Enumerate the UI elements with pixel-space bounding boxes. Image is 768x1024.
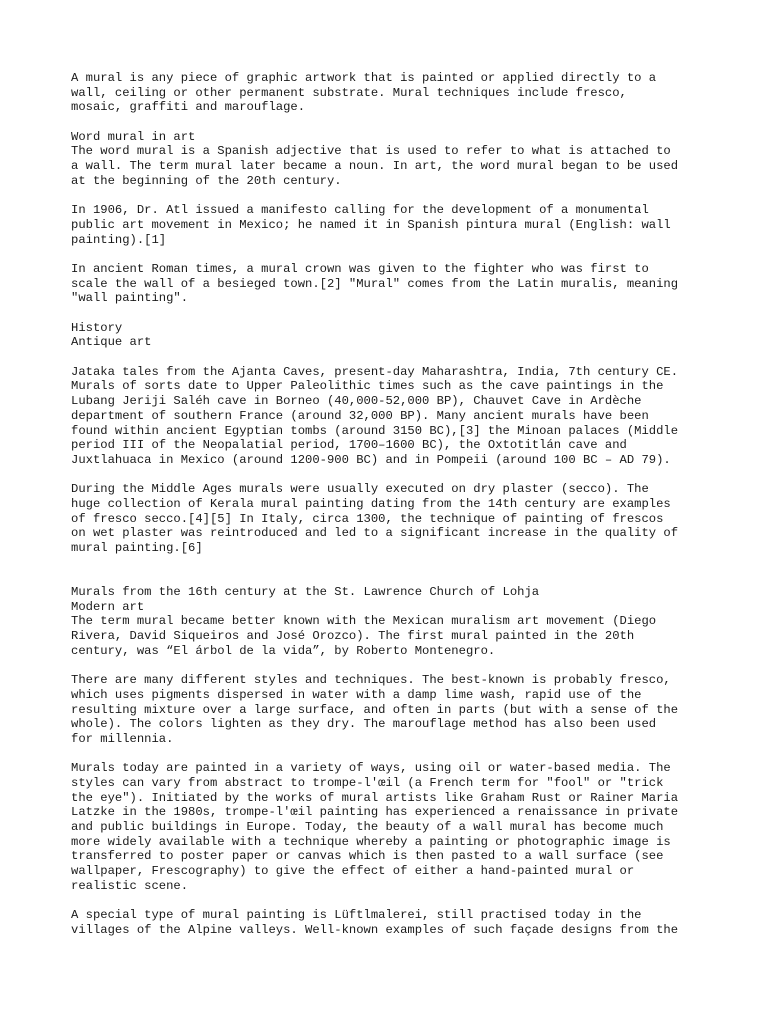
text-line: wall, ceiling or other permanent substrate. Mural techniques include fresco,	[71, 85, 627, 100]
text-line: wallpaper, Frescography) to give the effect of either a hand-painted mural or	[71, 864, 635, 879]
paragraph	[71, 262, 711, 306]
text-line: more widely available with a technique whereby a painting or photographic image is	[71, 834, 671, 849]
text-line: Murals of sorts date to Upper Paleolithic times such as the cave paintings in the	[71, 379, 664, 394]
paragraph	[71, 761, 711, 893]
text-line: Modern art	[71, 599, 145, 614]
paragraph	[71, 673, 711, 746]
text-line: and public buildings in Europe. Today, the beauty of a wall mural has become much	[71, 820, 664, 835]
text-line: on wet plaster was reintroduced and led to a significant increase in the quality of	[71, 526, 679, 541]
paragraph	[71, 365, 711, 468]
text-line: public art movement in Mexico; he named it in Spanish pintura mural (English: wall	[71, 217, 671, 232]
text-line: During the Middle Ages murals were usually executed on dry plaster (secco). The	[71, 482, 649, 497]
text-line: scale the wall of a besieged town.[2] "Mural" comes from the Latin muralis, meaning	[71, 276, 679, 291]
text-line: Murals today are painted in a variety of ways, using oil or water-based media. The	[71, 761, 671, 776]
text-line: found within ancient Egyptian tombs (around 3150 BC),[3] the Minoan palaces (Middle	[71, 423, 679, 438]
text-line: The term mural became better known with the Mexican muralism art movement (Diego	[71, 614, 657, 629]
text-line: period III of the Neopalatial period, 1700–1600 BC), the Oxtotitlán cave and	[71, 438, 627, 453]
text-line: In 1906, Dr. Atl issued a manifesto calling for the development of a monumental	[71, 203, 649, 218]
text-line: realistic scene.	[71, 878, 189, 893]
text-line: century, was “El árbol de la vida”, by Roberto Montenegro.	[71, 643, 496, 658]
text-line: which uses pigments dispersed in water with a damp lime wash, rapid use of the	[71, 687, 642, 702]
text-line: History	[71, 320, 123, 335]
paragraph	[71, 203, 711, 247]
text-line: A special type of mural painting is Lüftlmalerei, still practised today in the	[71, 908, 642, 923]
text-line: The word mural is a Spanish adjective that is used to refer to what is attached to	[71, 144, 671, 159]
text-line: resulting mixture over a large surface, and often in parts (but with a sense of the	[71, 702, 679, 717]
text-line: Latzke in the 1980s, trompe-l'œil painting has experienced a renaissance in private	[71, 805, 679, 820]
paragraph	[71, 71, 711, 115]
text-line: Murals from the 16th century at the St. Lawrence Church of Lohja	[71, 585, 540, 600]
text-line: Rivera, David Siqueiros and José Orozco). The first mural painted in the 20th	[71, 629, 635, 644]
text-line: painting).[1]	[71, 232, 167, 247]
text-line: styles can vary from abstract to trompe-l'œil (a French term for "fool" or "trick	[71, 776, 664, 790]
paragraph	[71, 321, 711, 350]
text-line: transferred to poster paper or canvas which is then pasted to a wall surface (see	[71, 849, 664, 864]
paragraph	[71, 130, 711, 189]
paragraph	[71, 585, 711, 658]
text-line: Word mural in art	[71, 129, 196, 144]
paragraph	[71, 482, 711, 555]
spacer	[71, 570, 711, 585]
text-line: villages of the Alpine valleys. Well-known examples of such façade designs from the	[71, 922, 679, 937]
text-line: Juxtlahuaca in Mexico (around 1200-900 BC) and in Pompeii (around 100 BC – AD 79).	[71, 452, 671, 467]
text-line: Jataka tales from the Ajanta Caves, present-day Maharashtra, India, 7th century CE.	[71, 364, 679, 379]
text-line: A mural is any piece of graphic artwork that is painted or applied directly to a	[71, 71, 657, 85]
text-line: whole). The colors lighten as they dry. The marouflage method has also been used	[71, 717, 657, 732]
text-line: department of southern France (around 32,000 BP). Many ancient murals have been	[71, 408, 649, 423]
text-line: of fresco secco.[4][5] In Italy, circa 1300, the technique of painting of frescos	[71, 511, 664, 526]
document-body	[71, 71, 711, 952]
text-line: Antique art	[71, 335, 152, 350]
text-line: huge collection of Kerala mural painting dating from the 14th century are examples	[71, 496, 671, 511]
text-line: the eye"). Initiated by the works of mural artists like Graham Rust or Rainer Maria	[71, 790, 679, 805]
text-line: a wall. The term mural later became a noun. In art, the word mural began to be used	[71, 159, 679, 174]
paragraph	[71, 908, 711, 937]
text-line: In ancient Roman times, a mural crown was given to the fighter who was first to	[71, 261, 649, 276]
text-line: mural painting.[6]	[71, 541, 203, 555]
text-line: mosaic, graffiti and marouflage.	[71, 100, 306, 115]
text-line: Lubang Jeriji Saléh cave in Borneo (40,000-52,000 BP), Chauvet Cave in Ardèche	[71, 394, 642, 409]
text-line: There are many different styles and techniques. The best-known is probably fresco,	[71, 673, 671, 688]
text-line: "wall painting".	[71, 291, 189, 306]
text-line: for millennia.	[71, 731, 174, 746]
text-line: at the beginning of the 20th century.	[71, 173, 342, 188]
